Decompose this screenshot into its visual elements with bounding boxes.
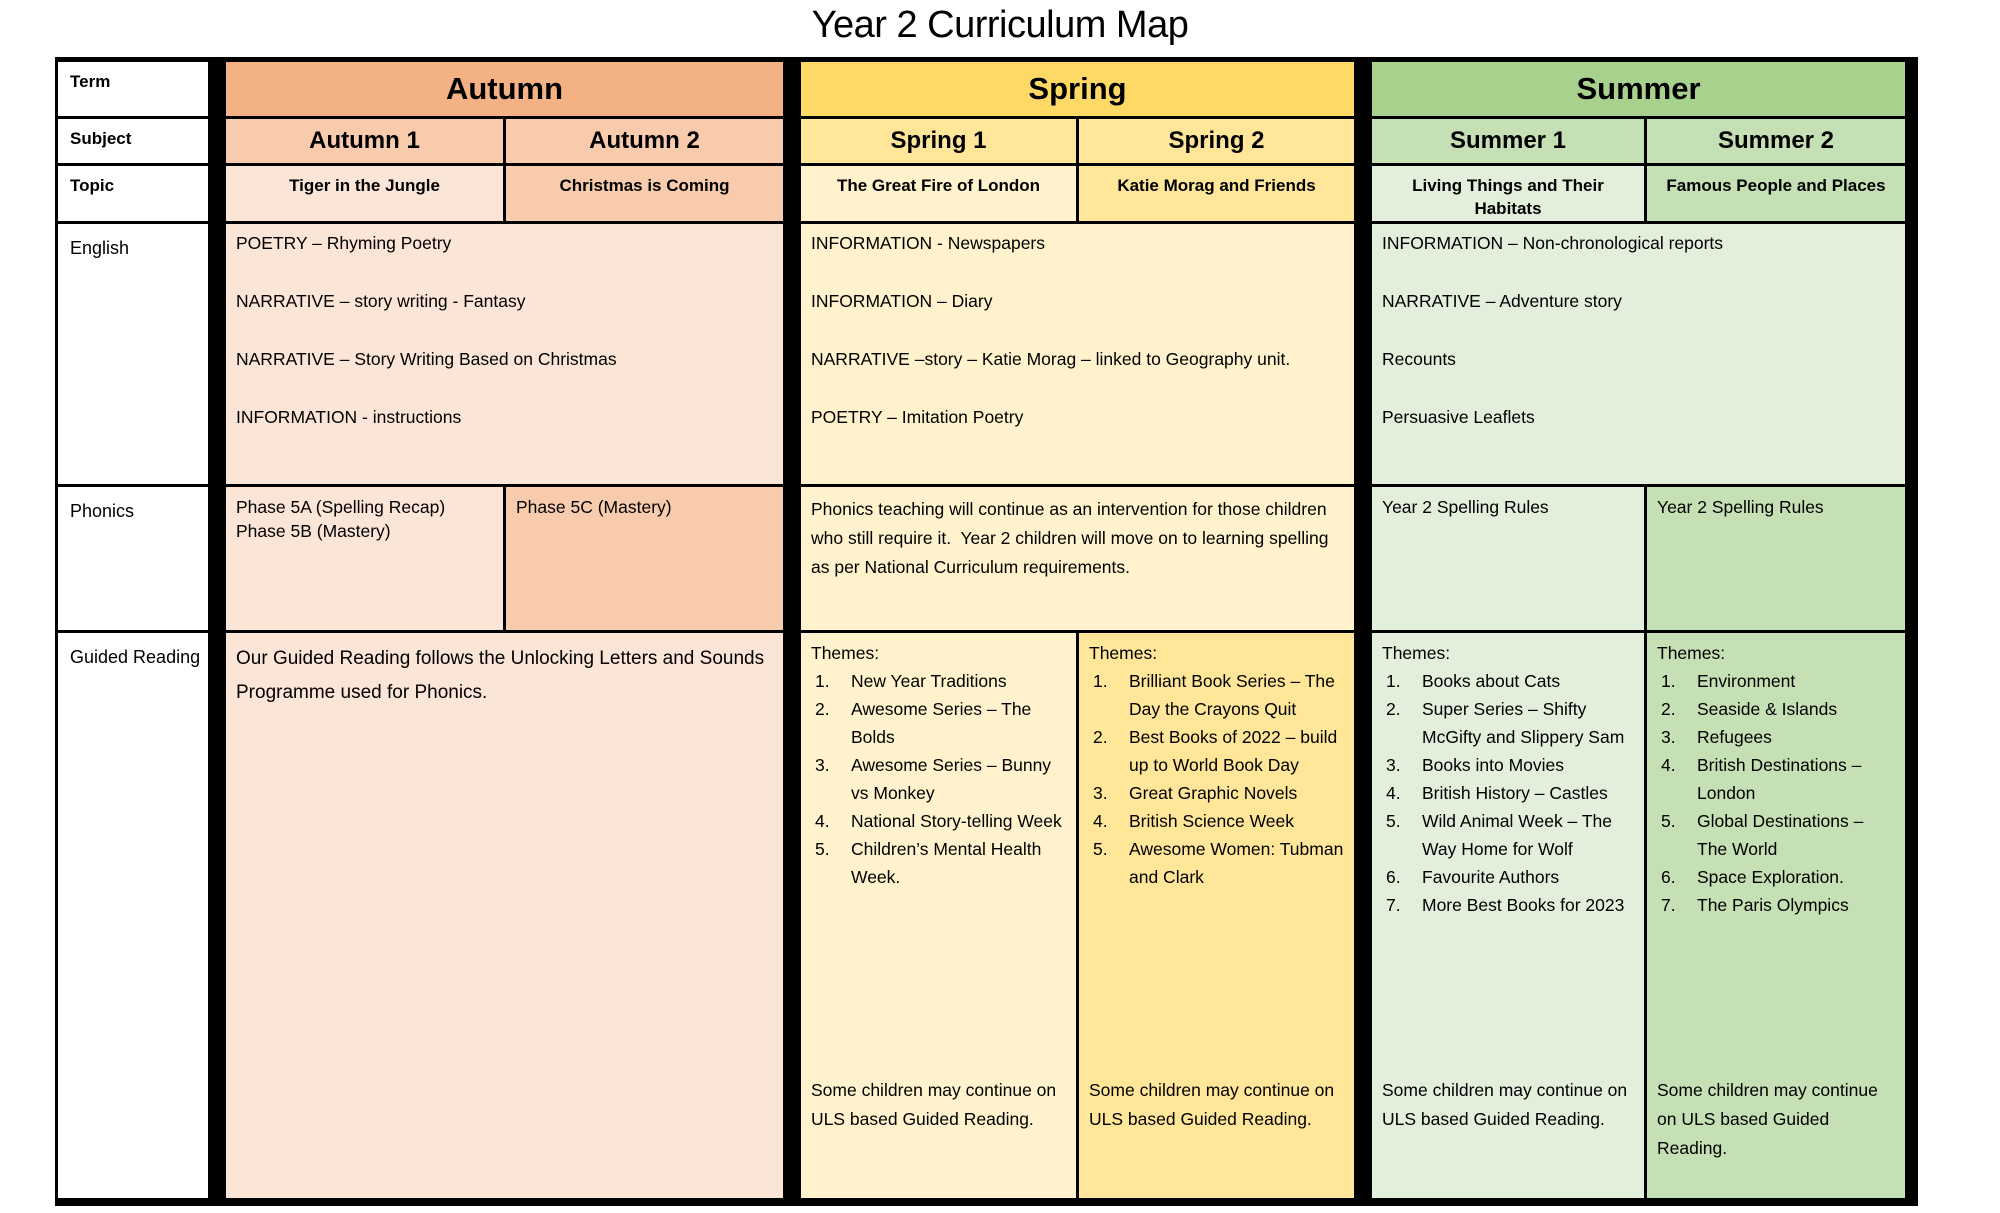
paragraph: NARRATIVE – Story Writing Based on Christmas	[236, 349, 617, 369]
guided-reading-spring2-cell	[1079, 633, 1354, 1198]
paragraph: Phase 5B (Mastery)	[236, 521, 391, 541]
theme-item: 4. British Destinations – London	[1661, 755, 1862, 803]
themes-heading: Themes:	[811, 643, 880, 663]
term-header-spring: Spring	[801, 62, 1354, 116]
theme-item: 3. Books into Movies	[1386, 755, 1565, 775]
phonics-summer1-cell	[1372, 487, 1644, 630]
half-header-summer2: Summer 2	[1647, 119, 1905, 163]
theme-item: 4. National Story-telling Week	[815, 811, 1062, 831]
phonics-summer2-cell	[1647, 487, 1905, 630]
themes-list	[1657, 667, 1895, 919]
half-header-autumn1: Autumn 1	[226, 119, 503, 163]
theme-item: 1. Books about Cats	[1386, 671, 1561, 691]
paragraph: Year 2 Spelling Rules	[1657, 497, 1824, 517]
paragraph: POETRY – Imitation Poetry	[811, 407, 1024, 427]
half-header-spring2: Spring 2	[1079, 119, 1354, 163]
guided-reading-summer2-cell	[1647, 633, 1905, 1198]
term-header-summer: Summer	[1372, 62, 1905, 116]
theme-item: 2. Awesome Series – The Bolds	[815, 699, 1032, 747]
english-spring-cell	[801, 224, 1354, 484]
divider-spring-summer	[1357, 62, 1369, 1198]
themes-heading: Themes:	[1657, 643, 1726, 663]
english-summer-cell	[1372, 224, 1905, 484]
theme-item: 6. Favourite Authors	[1386, 867, 1560, 887]
guided-footer: Some children may continue on ULS based Guided Reading.	[1089, 1080, 1335, 1129]
english-autumn-cell	[226, 224, 783, 484]
guided-footer: Some children may continue on ULS based Guided Reading.	[1657, 1080, 1878, 1158]
theme-item: 3. Awesome Series – Bunny vs Monkey	[815, 755, 1052, 803]
theme-item: 5. Awesome Women: Tubman and Clark	[1093, 839, 1344, 887]
theme-item: 4. British History – Castles	[1386, 783, 1608, 803]
topic-summer1: Living Things and Their Habitats	[1372, 166, 1644, 221]
topic-spring2: Katie Morag and Friends	[1079, 166, 1354, 221]
themes-list	[1382, 667, 1634, 919]
row-label-english: English	[58, 224, 208, 484]
divider-labels-autumn	[211, 62, 223, 1198]
paragraph: Persuasive Leaflets	[1382, 407, 1535, 427]
guided-footer: Some children may continue on ULS based Guided Reading.	[1382, 1080, 1628, 1129]
half-header-summer1: Summer 1	[1372, 119, 1644, 163]
topic-autumn2: Christmas is Coming	[506, 166, 783, 221]
guided-footer: Some children may continue on ULS based Guided Reading.	[811, 1080, 1057, 1129]
curriculum-table	[55, 57, 1918, 1206]
half-header-spring1: Spring 1	[801, 119, 1076, 163]
themes-heading: Themes:	[1382, 643, 1451, 663]
paragraph: NARRATIVE – Adventure story	[1382, 291, 1622, 311]
paragraph: Phase 5C (Mastery)	[516, 497, 672, 517]
row-label-topic: Topic	[58, 166, 208, 221]
paragraph: Year 2 Spelling Rules	[1382, 497, 1549, 517]
theme-item: 5. Children’s Mental Health Week.	[815, 839, 1042, 887]
paragraph: NARRATIVE – story writing - Fantasy	[236, 291, 526, 311]
themes-list	[811, 667, 1066, 891]
theme-item: 2. Seaside & Islands	[1661, 699, 1838, 719]
paragraph: POETRY – Rhyming Poetry	[236, 233, 452, 253]
phonics-autumn1-cell	[226, 487, 503, 630]
topic-autumn1: Tiger in the Jungle	[226, 166, 503, 221]
theme-item: 6. Space Exploration.	[1661, 867, 1844, 887]
themes-list	[1089, 667, 1344, 891]
paragraph: INFORMATION - instructions	[236, 407, 462, 427]
divider-autumn-spring	[786, 62, 798, 1198]
term-header-autumn: Autumn	[226, 62, 783, 116]
paragraph: INFORMATION - Newspapers	[811, 233, 1046, 253]
topic-spring1: The Great Fire of London	[801, 166, 1076, 221]
paragraph: INFORMATION – Diary	[811, 291, 993, 311]
row-label-subject: Subject	[58, 119, 208, 163]
theme-item: 2. Super Series – Shifty McGifty and Slippery Sam	[1386, 699, 1625, 747]
theme-item: 2. Best Books of 2022 – build up to World Book Day	[1093, 727, 1338, 775]
theme-item: 1. Brilliant Book Series – The Day the Crayons Quit	[1093, 671, 1335, 719]
theme-item: 5. Wild Animal Week – The Way Home for Wolf	[1386, 811, 1612, 859]
phonics-autumn2-cell	[506, 487, 783, 630]
paragraph: Phonics teaching will continue as an intervention for those children who still require it. Year 2 children will move on to learning spelling as per National Curriculum requirements.	[811, 499, 1329, 577]
paragraph: NARRATIVE –story – Katie Morag – linked to Geography unit.	[811, 349, 1291, 369]
guided-reading-spring1-cell	[801, 633, 1076, 1198]
theme-item: 7. More Best Books for 2023	[1386, 895, 1625, 915]
theme-item: 1. New Year Traditions	[815, 671, 1007, 691]
half-header-autumn2: Autumn 2	[506, 119, 783, 163]
guided-reading-summer1-cell	[1372, 633, 1644, 1198]
paragraph: Recounts	[1382, 349, 1456, 369]
page-title: Year 2 Curriculum Map	[811, 4, 1189, 46]
row-label-guided-reading: Guided Reading	[58, 633, 208, 1198]
guided-reading-autumn-cell: Our Guided Reading follows the Unlocking Letters and Sounds Programme used for Phonics.	[226, 633, 783, 1198]
paragraph: INFORMATION – Non-chronological reports	[1382, 233, 1724, 253]
row-label-phonics: Phonics	[58, 487, 208, 630]
topic-summer2: Famous People and Places	[1647, 166, 1905, 221]
theme-item: 3. Great Graphic Novels	[1093, 783, 1298, 803]
themes-heading: Themes:	[1089, 643, 1158, 663]
theme-item: 7. The Paris Olympics	[1661, 895, 1849, 915]
phonics-spring-cell	[801, 487, 1354, 630]
row-label-term: Term	[58, 62, 208, 116]
theme-item: 4. British Science Week	[1093, 811, 1295, 831]
theme-item: 5. Global Destinations – The World	[1661, 811, 1864, 859]
paragraph: Phase 5A (Spelling Recap)	[236, 497, 446, 517]
theme-item: 3. Refugees	[1661, 727, 1772, 747]
theme-item: 1. Environment	[1661, 671, 1796, 691]
